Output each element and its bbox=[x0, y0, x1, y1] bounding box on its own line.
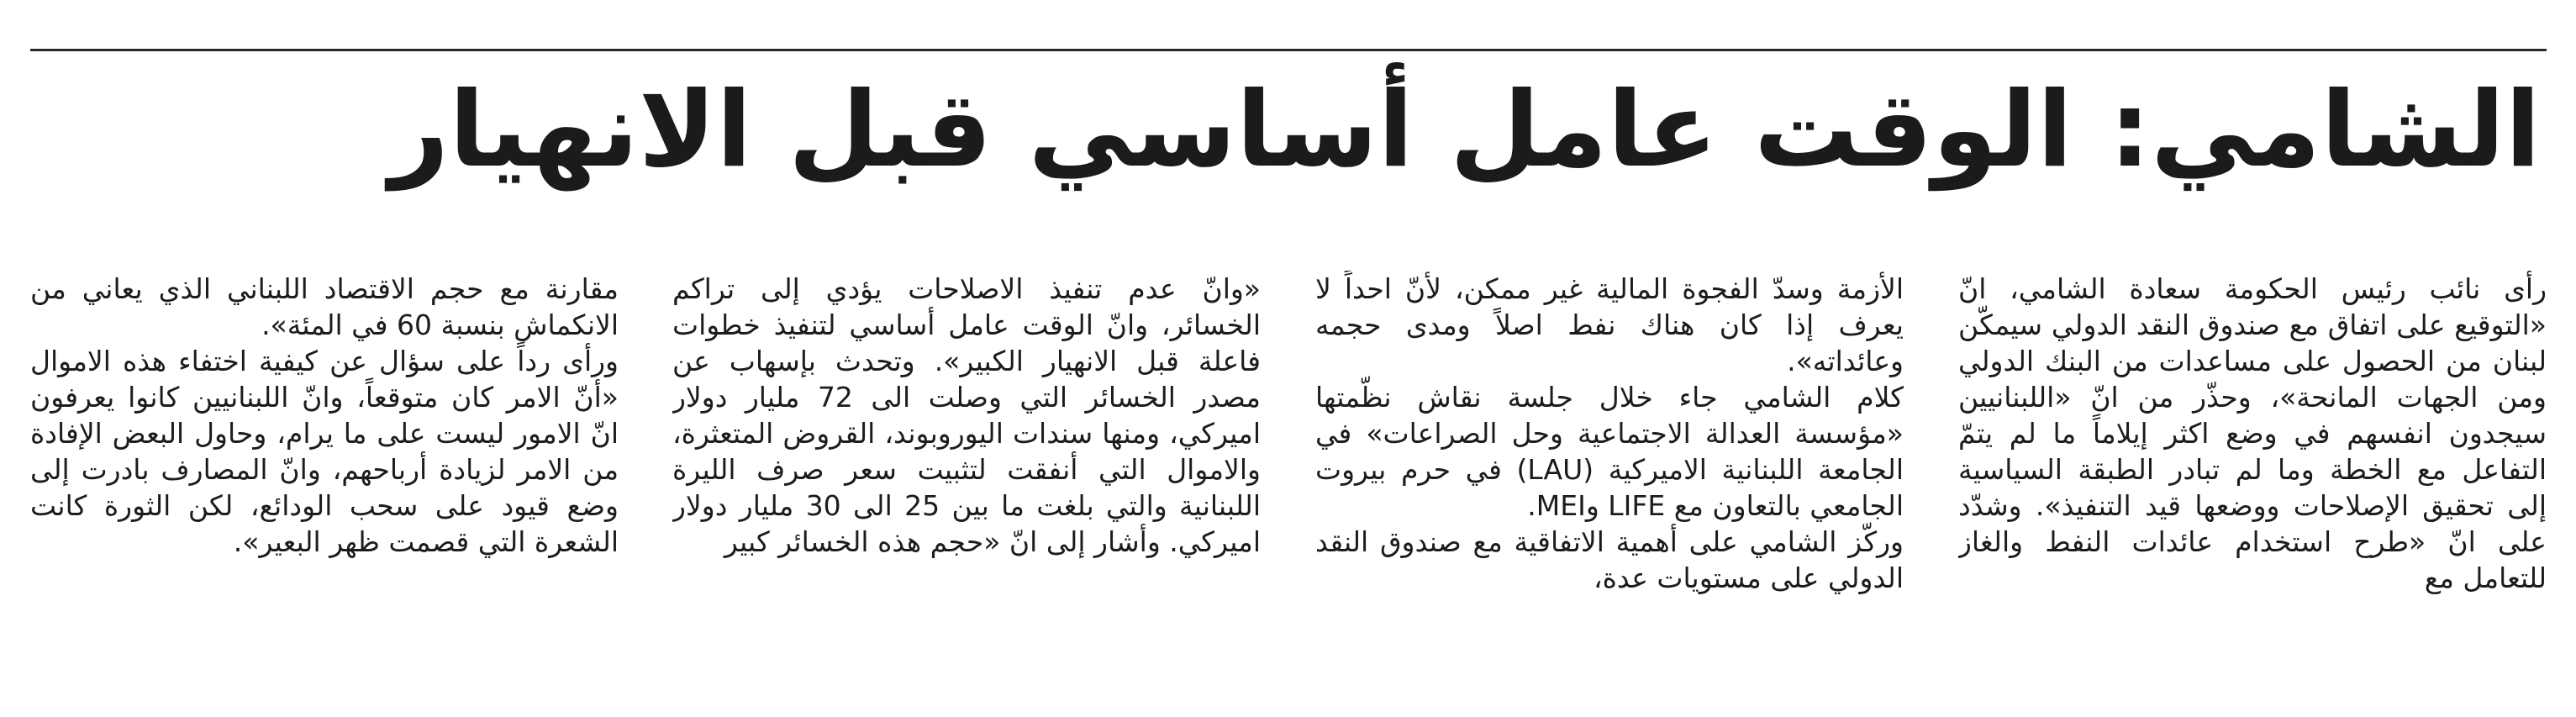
article-column-4 bbox=[30, 271, 619, 708]
article-column-2 bbox=[1315, 271, 1904, 708]
article-column-1 bbox=[1958, 271, 2547, 708]
article-headline: الشامي: الوقت عامل أساسي قبل الانهيار bbox=[388, 70, 2541, 191]
paragraph: مقارنة مع حجم الاقتصاد اللبناني الذي يعاني من الانكماش بنسبة 60 في المئة». bbox=[30, 272, 619, 341]
article-column-3 bbox=[672, 271, 1261, 708]
paragraph: كلام الشامي جاء خلال جلسة نقاش نظّمتها «مؤسسة العدالة الاجتماعية وحل الصراعات» في الجامعة اللبنانية الاميركية (LAU) في حرم بيروت الجامعي بالتعاون مع LIFE وMEI. bbox=[1315, 381, 1904, 522]
paragraph: رأى نائب رئيس الحكومة سعادة الشامي، انّ «التوقيع على اتفاق مع صندوق النقد الدولي سيمكّن لبنان من الحصول على مساعدات من البنك الدولي ومن الجهات المانحة»، وحذّر من انّ «اللبنانيين سيجدون انفسهم في وضع اكثر إيلاماً ما لم يتمّ التفاعل مع الخطة وما لم تبادر الطبقة السياسية إلى تحقيق الإصلاحات ووضعها قيد التنفيذ». وشدّد على انّ «طرح استخدام عائدات النفط والغاز للتعامل مع bbox=[1958, 272, 2547, 594]
paragraph: ورأى رداً على سؤال عن كيفية اختفاء هذه الاموال «أنّ الامر كان متوقعاً، وانّ اللبنانيين كانوا يعرفون انّ الامور ليست على ما يرام، وحاول البعض الإفادة من الامر لزيادة أرباحهم، وانّ المصارف بادرت إلى وضع قيود على سحب الودائع، لكن الثورة كانت الشعرة التي قصمت ظهر البعير». bbox=[30, 345, 619, 558]
paragraph: وركّز الشامي على أهمية الاتفاقية مع صندوق النقد الدولي على مستويات عدة، bbox=[1315, 525, 1904, 594]
article-body bbox=[30, 271, 2547, 708]
paragraph: الأزمة وسدّ الفجوة المالية غير ممكن، لأنّ احداً لا يعرف إذا كان هناك نفط اصلاً ومدى حجمه وعائداته». bbox=[1315, 272, 1904, 377]
paragraph: «وانّ عدم تنفيذ الاصلاحات يؤدي إلى تراكم الخسائر، وانّ الوقت عامل أساسي لتنفيذ خطوات فاعلة قبل الانهيار الكبير». وتحدث بإسهاب عن مصدر الخسائر التي وصلت الى 72 مليار دولار اميركي، ومنها سندات اليوروبوند، القروض المتعثرة، والاموال التي أنفقت لتثبيت سعر صرف الليرة اللبنانية والتي بلغت ما بين 25 الى 30 مليار دولار اميركي. وأشار إلى انّ «حجم هذه الخسائر كبير bbox=[672, 272, 1261, 558]
top-rule bbox=[30, 49, 2547, 51]
